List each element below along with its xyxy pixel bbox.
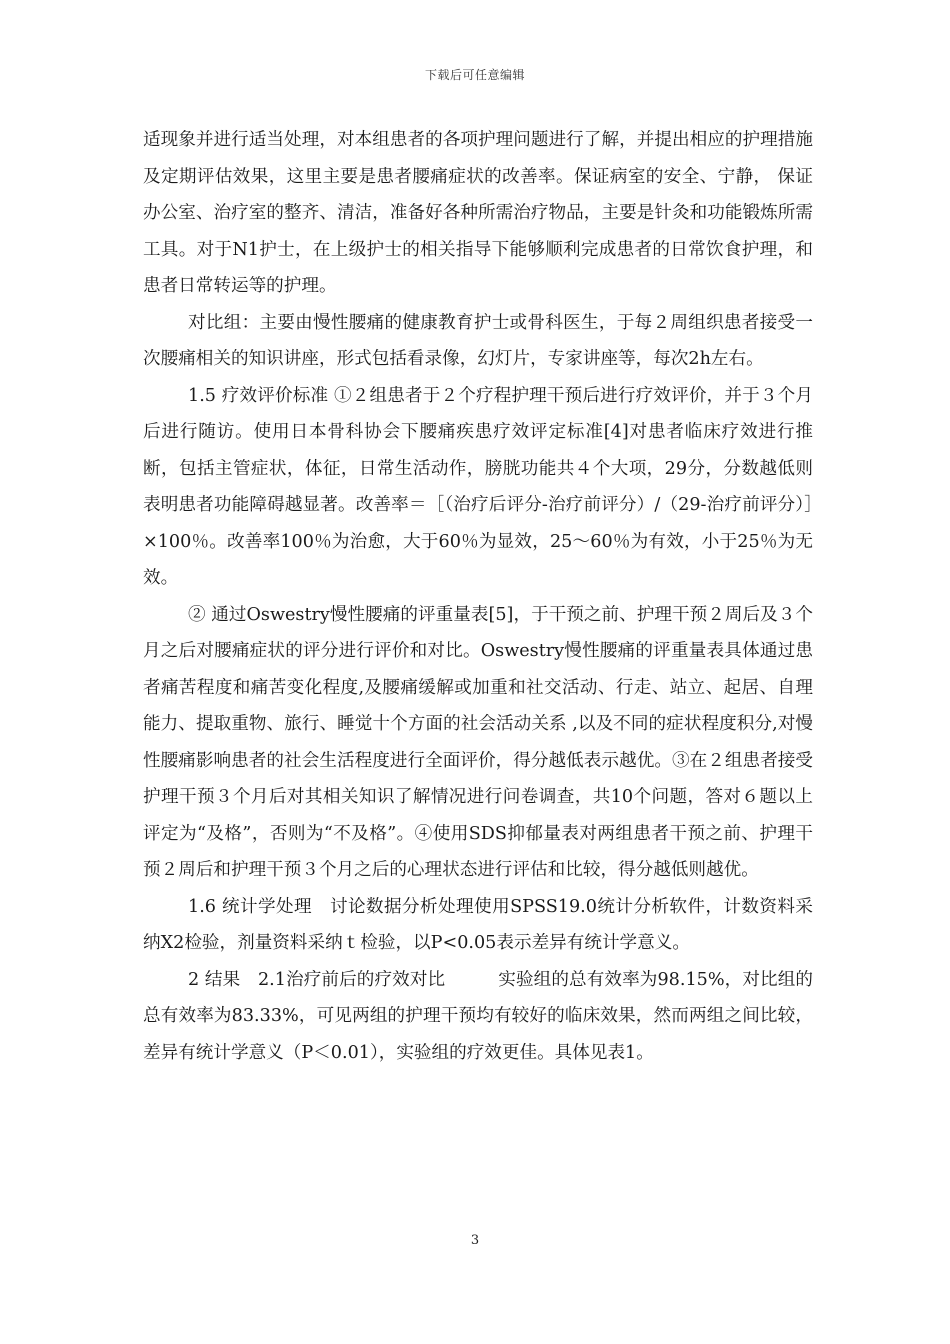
paragraph-efficacy-criteria: 1.5 疗效评价标准 ①２组患者于２个疗程护理干预后进行疗效评价，并于３个月后进行随访。使用日本骨科协会下腰痛疾患疗效评定标准[4]对患者临床疗效进行推断，包括主管症状，体征，日常生活动作，膀胱功能共４个大项，29分，分数越低则表明患者功能障碍越显著。改善率＝［（治疗后评分-治疗前评分）/（29-治疗前评分）］×100％。改善率100％为治愈，大于60％为显效，25～60％为有效，小于25％为无效。 [143,385,813,588]
paragraph-results: 2 结果 2.1治疗前后的疗效对比 实验组的总有效率为98.15%，对比组的总有效率为83.33%，可见两组的护理干预均有较好的临床效果，然而两组之间比较，差异有统计学意义（P＜0.01），实验组的疗效更佳。具体见表1。 [143,969,813,1063]
page-number: 3 [470,1233,480,1248]
page-header: 下载后可任意编辑 [424,68,525,82]
document-body [143,122,813,1071]
paragraph-oswestry-scale: ② 通过Oswestry慢性腰痛的评重量表[5]，于干预之前、护理干预２周后及３个月之后对腰痛症状的评分进行评价和对比。Oswestry慢性腰痛的评重量表具体通过患者痛苦程度和痛苦变化程度,及腰痛缓解或加重和社交活动、行走、站立、起居、自理能力、提取重物、旅行、睡觉十个方面的社会活动关系 ,以及不同的症状程度积分,对慢性腰痛影响患者的社会生活程度进行全面评价，得分越低表示越优。③在２组患者接受护理干预３个月后对其相关知识了解情况进行问卷调查，共10个问题，答对６题以上评定为“及格”，否则为“不及格”。④使用SDS抑郁量表对两组患者干预之前、护理干预２周后和护理干预３个月之后的心理状态进行评估和比较，得分越低则越优。 [143,604,813,880]
paragraph-statistics: 1.6 统计学处理 讨论数据分析处理使用SPSS19.0统计分析软件，计数资料采纳X2检验，剂量资料采纳ｔ检验，以P<0.05表示差异有统计学意义。 [143,896,813,953]
paragraph-control-group: 对比组：主要由慢性腰痛的健康教育护士或骨科医生，于每２周组织患者接受一次腰痛相关的知识讲座，形式包括看录像，幻灯片，专家讲座等，每次2h左右。 [143,312,813,369]
paragraph-care-measures: 适现象并进行适当处理，对本组患者的各项护理问题进行了解，并提出相应的护理措施及定期评估效果，这里主要是患者腰痛症状的改善率。保证病室的安全、宁静， 保证办公室、治疗室的整齐、清洁，准备好各种所需治疗物品，主要是针灸和功能锻炼所需工具。对于N1护士，在上级护士的相关指导下能够顺利完成患者的日常饮食护理，和患者日常转运等的护理。 [143,130,813,296]
